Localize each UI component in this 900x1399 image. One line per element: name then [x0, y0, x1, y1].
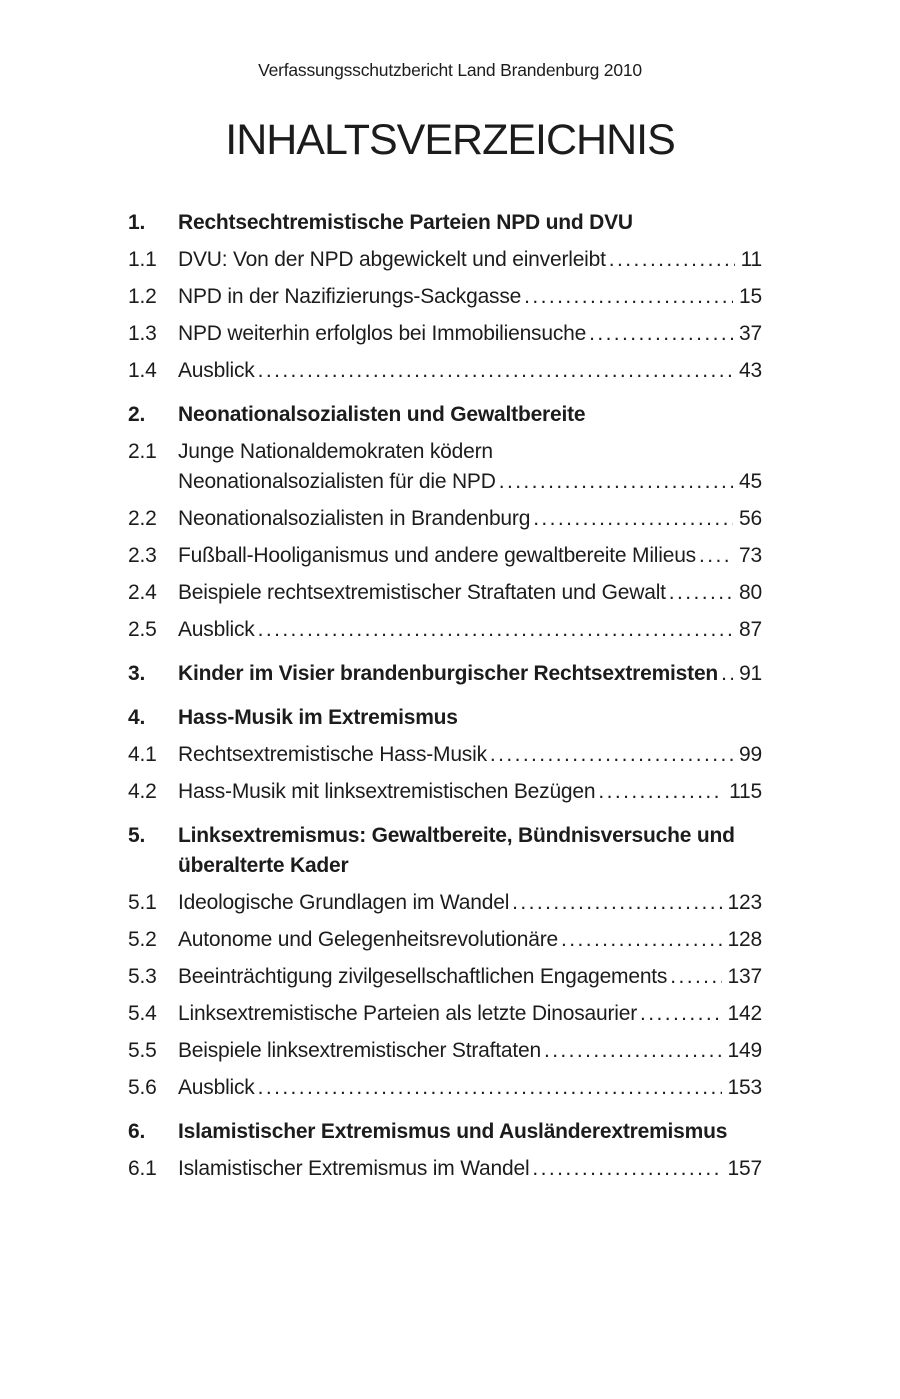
toc-entry [128, 888, 762, 918]
toc-entry-page: 80 [739, 581, 762, 604]
dot-leader [561, 925, 722, 955]
toc-entry-title: Beeinträchtigung zivilgesellschaftlichen Engagements [178, 965, 668, 988]
table-of-contents [128, 208, 762, 1184]
toc-entry [128, 541, 762, 571]
dot-leader [609, 245, 735, 275]
toc-entry [128, 578, 762, 608]
toc-entry-page: 56 [739, 507, 762, 530]
toc-section-title: Rechtsechtremistische Parteien NPD und DVU [178, 211, 633, 234]
toc-entry-number: 4.1 [128, 743, 157, 766]
dot-leader [524, 282, 733, 312]
toc-entry-number: 6.1 [128, 1157, 157, 1180]
toc-entry-page: 45 [739, 470, 762, 493]
dot-leader [721, 659, 733, 689]
dot-leader [589, 319, 733, 349]
toc-entry-title: Neonationalsozialisten in Brandenburg [178, 507, 531, 530]
toc-entry-title: Autonome und Gelegenheitsrevolutionäre [178, 928, 558, 951]
toc-entry-number: 2.4 [128, 581, 157, 604]
toc-section-number: 2. [128, 403, 146, 426]
toc-entry-page: 87 [739, 618, 762, 641]
toc-section-title: Linksextremismus: Gewaltbereite, Bündnisversuche und [178, 824, 735, 847]
toc-entry-title: Beispiele linksextremistischer Straftaten [178, 1039, 541, 1062]
toc-entry-title: Beispiele rechtsextremistischer Straftaten und Gewalt [178, 581, 666, 604]
toc-entry-number: 2.1 [128, 440, 157, 463]
toc-section-page: 91 [739, 662, 763, 685]
toc-entry-number: 1.2 [128, 285, 157, 308]
toc-section-title: Kinder im Visier brandenburgischer Rechtsextremisten [178, 662, 719, 685]
toc-entry-page: 43 [739, 359, 762, 382]
toc-entry-page: 37 [739, 322, 762, 345]
toc-entry [128, 319, 762, 349]
toc-entry-title: Ideologische Grundlagen im Wandel [178, 891, 510, 914]
toc-entry-page: 153 [727, 1076, 762, 1099]
page-title: INHALTSVERZEICHNIS [225, 116, 675, 164]
toc-entry-number: 4.2 [128, 780, 157, 803]
toc-section-number: 4. [128, 706, 146, 729]
toc-entry-title: Ausblick [178, 1076, 255, 1099]
toc-section-heading [128, 703, 762, 733]
toc-entry-page: 115 [729, 780, 762, 803]
toc-section-number: 6. [128, 1120, 146, 1143]
toc-entry-page: 123 [727, 891, 762, 914]
toc-entry-number: 2.5 [128, 618, 157, 641]
toc-section-number: 1. [128, 211, 146, 234]
toc-section-number: 5. [128, 824, 146, 847]
toc-section-heading [128, 1117, 762, 1147]
toc-entry [128, 356, 762, 386]
toc-entry-number: 5.2 [128, 928, 157, 951]
toc-entry-page: 137 [727, 965, 762, 988]
document-header: Verfassungsschutzbericht Land Brandenburg 2010 [258, 60, 642, 80]
toc-entry-title: Linksextremistische Parteien als letzte Dinosaurier [178, 1002, 637, 1025]
toc-entry-number: 5.6 [128, 1076, 157, 1099]
dot-leader [699, 541, 733, 571]
toc-entry-title: DVU: Von der NPD abgewickelt und einverleibt [178, 248, 606, 271]
toc-entry-page: 142 [727, 1002, 762, 1025]
toc-entry-page: 11 [740, 248, 762, 271]
dot-leader [544, 1036, 722, 1066]
dot-leader [258, 356, 733, 386]
toc-section-heading [128, 400, 762, 430]
toc-entry-number: 2.3 [128, 544, 157, 567]
toc-entry [128, 999, 762, 1029]
toc-entry-title: Hass-Musik mit linksextremistischen Bezügen [178, 780, 596, 803]
dot-leader [532, 1154, 721, 1184]
toc-entry-title: Ausblick [178, 618, 255, 641]
toc-entry [128, 740, 762, 770]
dot-leader [640, 999, 722, 1029]
toc-entry-page: 99 [739, 743, 762, 766]
toc-section-title-line2: überalterte Kader [178, 854, 349, 877]
toc-entry [128, 437, 762, 497]
toc-entry-title: NPD in der Nazifizierungs-Sackgasse [178, 285, 522, 308]
toc-section-title: Neonationalsozialisten und Gewaltbereite [178, 403, 586, 426]
toc-entry-title: Ausblick [178, 359, 255, 382]
toc-entry [128, 925, 762, 955]
toc-entry-page: 149 [727, 1039, 762, 1062]
dot-leader [533, 504, 733, 534]
toc-section-title: Hass-Musik im Extremismus [178, 706, 458, 729]
dot-leader [512, 888, 721, 918]
toc-entry [128, 1073, 762, 1103]
toc-entry-page: 73 [739, 544, 762, 567]
toc-entry-number: 1.4 [128, 359, 157, 382]
dot-leader [258, 1073, 722, 1103]
toc-entry [128, 1154, 762, 1184]
toc-section-number: 3. [128, 662, 146, 685]
toc-entry-page: 128 [727, 928, 762, 951]
dot-leader [490, 740, 733, 770]
toc-entry [128, 1036, 762, 1066]
toc-entry-title: Junge Nationaldemokraten ködern [178, 440, 493, 463]
toc-entry [128, 282, 762, 312]
toc-entry-title-line2: Neonationalsozialisten für die NPD [178, 470, 496, 493]
toc-entry-number: 1.1 [128, 248, 157, 271]
toc-entry-title: Islamistischer Extremismus im Wandel [178, 1157, 530, 1180]
toc-section-title: Islamistischer Extremismus und Ausländerextremismus [178, 1120, 728, 1143]
toc-entry [128, 962, 762, 992]
dot-leader [669, 578, 733, 608]
toc-entry [128, 777, 762, 807]
toc-entry [128, 245, 762, 275]
toc-entry-title: Fußball-Hooliganismus und andere gewaltbereite Milieus [178, 544, 696, 567]
toc-entry-number: 5.5 [128, 1039, 157, 1062]
toc-entry [128, 504, 762, 534]
toc-entry-number: 5.4 [128, 1002, 157, 1025]
toc-entry-page: 15 [739, 285, 762, 308]
toc-section-heading [128, 659, 762, 689]
toc-section-heading [128, 208, 762, 238]
dot-leader [598, 777, 723, 807]
dot-leader [670, 962, 721, 992]
dot-leader [499, 467, 733, 497]
toc-entry-number: 1.3 [128, 322, 157, 345]
toc-entry-number: 5.3 [128, 965, 157, 988]
toc-section-heading [128, 821, 762, 881]
toc-entry [128, 615, 762, 645]
toc-entry-title: Rechtsextremistische Hass-Musik [178, 743, 487, 766]
toc-entry-page: 157 [727, 1157, 762, 1180]
toc-entry-number: 2.2 [128, 507, 157, 530]
dot-leader [258, 615, 733, 645]
toc-entry-title: NPD weiterhin erfolglos bei Immobiliensuche [178, 322, 587, 345]
toc-entry-number: 5.1 [128, 891, 157, 914]
